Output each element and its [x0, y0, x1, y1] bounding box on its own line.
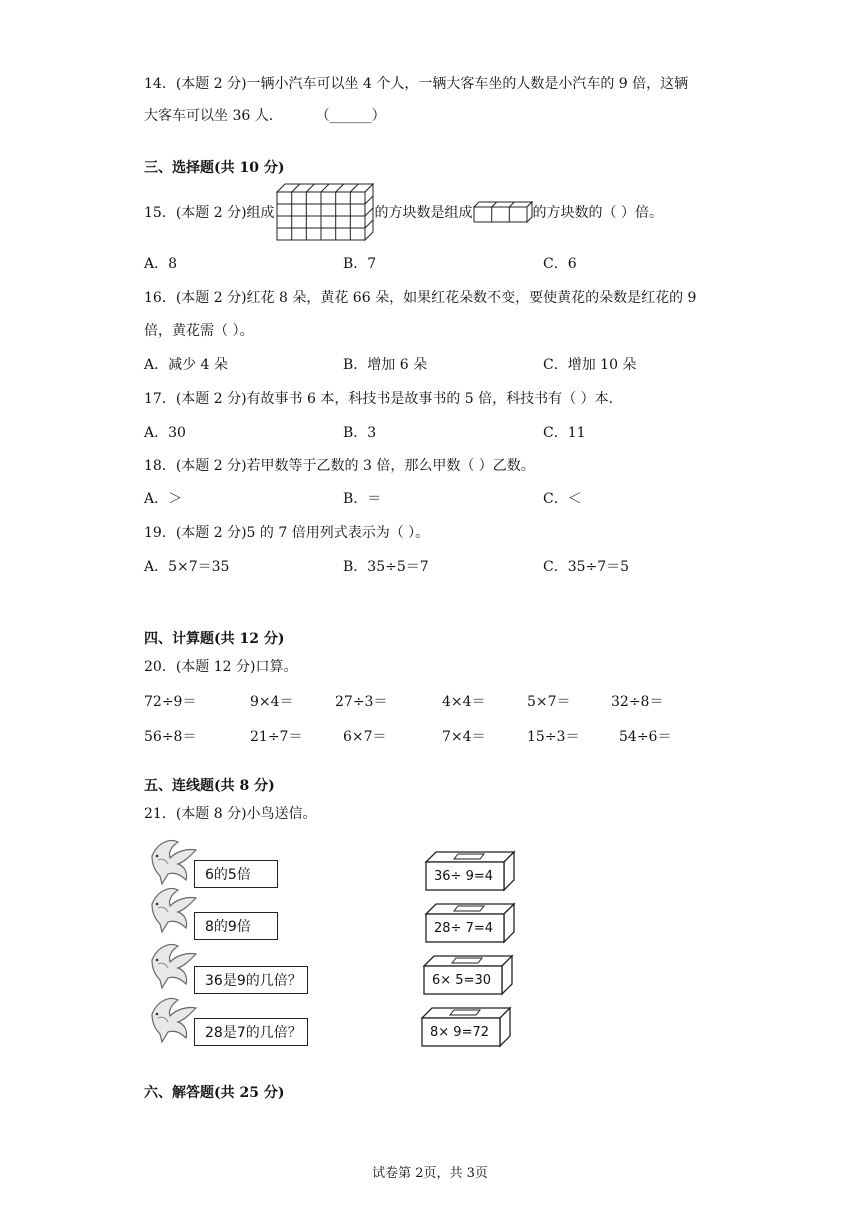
- mailbox-label-1: 36÷ 9=4: [434, 869, 494, 884]
- calc-r2-c5: 15÷3＝: [527, 729, 580, 745]
- bird-icon: [148, 884, 200, 936]
- section5-title: 五、连线题(共 8 分): [144, 778, 275, 794]
- q17-option-c: C．11: [543, 425, 586, 441]
- q15-option-b: B．7: [343, 256, 377, 272]
- letter-box-4: 28是7的几倍？: [194, 1018, 308, 1046]
- q19-option-b: B．35÷5＝7: [343, 559, 429, 575]
- section6-title: 六、解答题(共 25 分): [144, 1085, 285, 1101]
- q18-text: 18．(本题 2 分)若甲数等于乙数的 3 倍，那么甲数（ ）乙数。: [144, 458, 535, 474]
- calc-r1-c5: 5×7＝: [527, 694, 571, 710]
- calc-r1-c6: 32÷8＝: [611, 694, 664, 710]
- q18-option-c: C．＜: [543, 491, 582, 507]
- calc-r2-c1: 56÷8＝: [144, 729, 197, 745]
- q16-line2: 倍，黄花需（ ）。: [144, 323, 254, 339]
- mailbox-4: [420, 1006, 512, 1048]
- cuboid-6x4-figure: [275, 182, 375, 242]
- q18-option-a: A．＞: [144, 491, 183, 507]
- q15-option-a: A．8: [144, 256, 178, 272]
- calc-r2-c6: 54÷6＝: [619, 729, 672, 745]
- q20-text: 20．(本题 12 分)口算。: [144, 659, 298, 675]
- bird-icon: [148, 836, 200, 888]
- q14-line1: 14．(本题 2 分)一辆小汽车可以坐 4 个人，一辆大客车坐的人数是小汽车的 9 倍，这辆: [144, 76, 689, 92]
- mailbox-3: [422, 954, 514, 996]
- bird-icon: [148, 994, 200, 1046]
- q19-option-a: A．5×7＝35: [144, 559, 230, 575]
- q15-suffix: 的方块数的（ ）倍。: [532, 205, 663, 221]
- calc-r2-c3: 6×7＝: [343, 729, 387, 745]
- q21-text: 21．(本题 8 分)小鸟送信。: [144, 806, 317, 822]
- q14-text: 大客车可以坐 36 人．: [144, 108, 283, 124]
- page-footer: 试卷第 2页，共 3页: [372, 1166, 488, 1181]
- calc-r2-c2: 21÷7＝: [250, 729, 303, 745]
- q15-line: [144, 182, 663, 242]
- q15-middle: 的方块数是组成: [374, 205, 473, 221]
- mailbox-label-2: 28÷ 7=4: [434, 921, 494, 936]
- letter-box-2: 8的9倍: [194, 912, 278, 940]
- mailbox-1: [424, 850, 516, 892]
- q14-line2: [144, 106, 386, 126]
- q15-prefix: 15．(本题 2 分)组成: [144, 205, 275, 221]
- q18-option-b: B．＝: [343, 491, 382, 507]
- calc-r1-c3: 27÷3＝: [335, 694, 388, 710]
- q19-option-c: C．35÷7＝5: [543, 559, 630, 575]
- letter-box-3: 36是9的几倍？: [194, 966, 308, 994]
- q17-option-b: B．3: [343, 425, 377, 441]
- letter-box-1: 6的5倍: [194, 860, 278, 888]
- mailbox-label-4: 8× 9=72: [430, 1025, 490, 1040]
- mailbox-label-3: 6× 5=30: [432, 973, 492, 988]
- calc-r1-c1: 72÷9＝: [144, 694, 197, 710]
- calc-r1-c2: 9×4＝: [250, 694, 294, 710]
- q17-text: 17．(本题 2 分)有故事书 6 本，科技书是故事书的 5 倍，科技书有（ ）本.: [144, 391, 614, 407]
- section3-title: 三、选择题(共 10 分): [144, 160, 285, 176]
- q17-option-a: A．30: [144, 425, 186, 441]
- cuboid-3x1-figure: [473, 201, 533, 223]
- q16-option-a: A．减少 4 朵: [144, 357, 228, 373]
- q16-option-b: B．增加 6 朵: [343, 357, 428, 373]
- mailbox-2: [424, 902, 516, 944]
- q19-text: 19．(本题 2 分)5 的 7 倍用列式表示为（ ）。: [144, 525, 430, 541]
- bird-icon: [148, 940, 200, 992]
- q16-line1: 16．(本题 2 分)红花 8 朵，黄花 66 朵，如果红花朵数不变，要使黄花的朵数是红花的 9: [144, 290, 697, 306]
- q14-blank: （______）: [315, 108, 386, 124]
- q15-option-c: C．6: [543, 256, 577, 272]
- section4-title: 四、计算题(共 12 分): [144, 631, 285, 647]
- calc-r2-c4: 7×4＝: [442, 729, 486, 745]
- calc-r1-c4: 4×4＝: [442, 694, 486, 710]
- q16-option-c: C．增加 10 朵: [543, 357, 637, 373]
